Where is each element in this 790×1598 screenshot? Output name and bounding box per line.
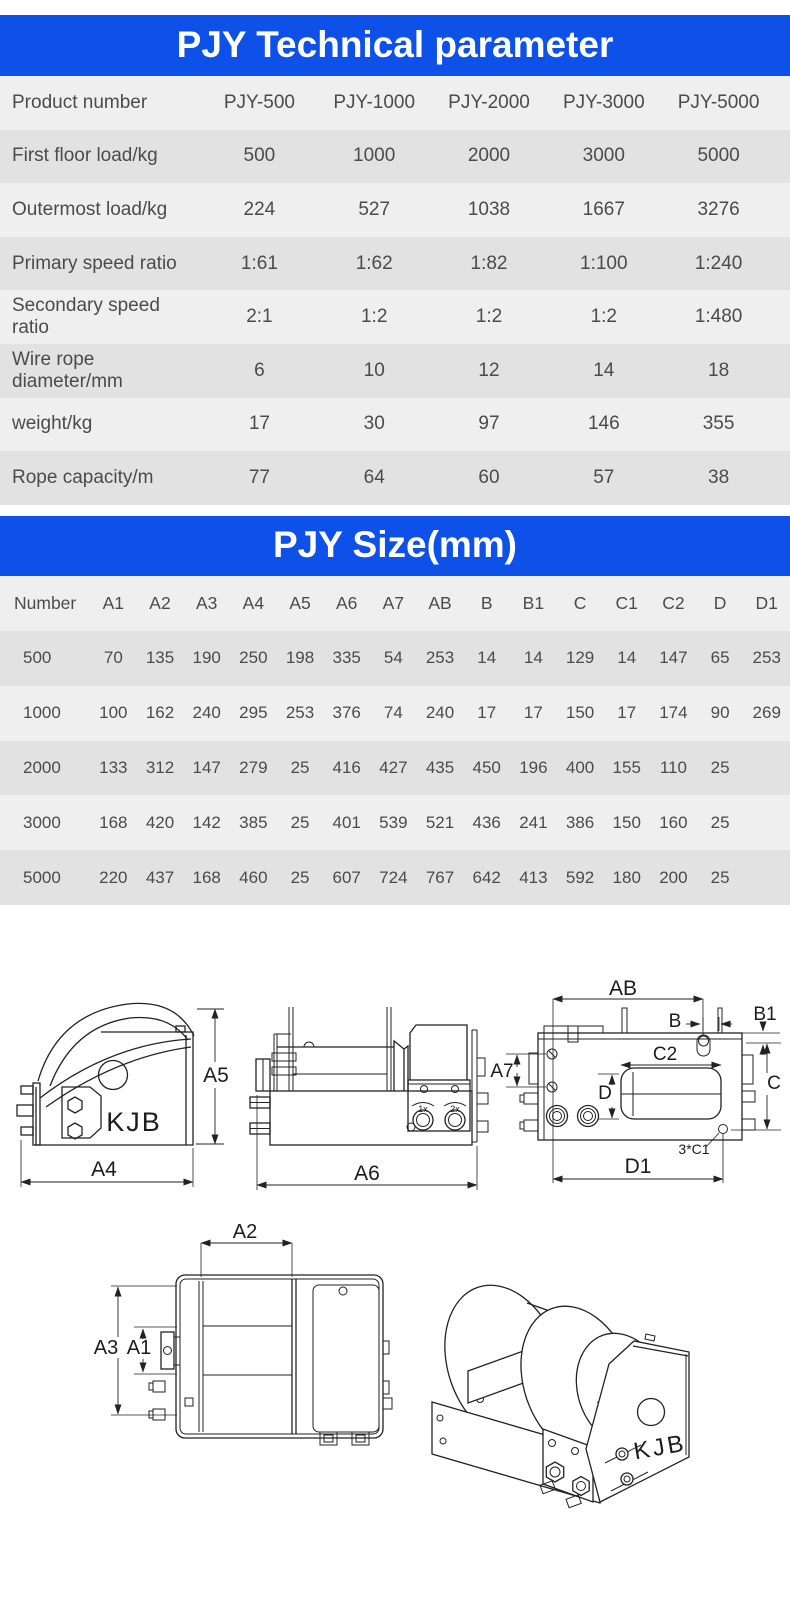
size-cell: 17 — [617, 703, 637, 723]
size-table-row — [0, 631, 790, 686]
size-cell: 250 — [239, 648, 268, 668]
tech-table-row — [0, 130, 790, 184]
size-table-row — [0, 741, 790, 796]
size-cell: 335 — [332, 648, 361, 668]
size-row-number: 3000 — [23, 812, 61, 832]
tech-cell: 2:1 — [246, 306, 273, 328]
size-cell: 196 — [519, 757, 548, 777]
tech-table-row — [0, 398, 790, 452]
tech-cell: 500 — [243, 145, 276, 167]
size-cell: 90 — [710, 703, 730, 723]
size-table-row — [0, 686, 790, 741]
size-header-cell: D1 — [755, 593, 778, 613]
tech-row-label: weight/kg — [12, 413, 93, 435]
tech-cell: 14 — [593, 359, 615, 381]
tech-cell: 64 — [363, 466, 385, 488]
size-cell: 240 — [425, 703, 455, 723]
tech-cell: 1:61 — [240, 252, 278, 274]
size-cell: 135 — [145, 648, 175, 668]
technical-drawings — [0, 935, 790, 1520]
tech-cell: 1:100 — [580, 252, 628, 274]
size-cell: 642 — [472, 867, 501, 887]
size-table-row — [0, 795, 790, 850]
size-row-number: 1000 — [23, 703, 61, 723]
size-cell: 14 — [477, 648, 497, 668]
size-cell: 110 — [659, 757, 687, 777]
technical-parameter-title: PJY Technical parameter — [0, 15, 790, 76]
size-cell: 416 — [332, 757, 361, 777]
size-header-row — [0, 576, 790, 631]
size-cell: 25 — [290, 867, 310, 887]
size-cell: 376 — [332, 703, 361, 723]
dim-3c1-label: 3*C1 — [678, 1141, 710, 1157]
tech-cell: 527 — [358, 198, 391, 220]
dim-d1-label: D1 — [624, 1155, 652, 1178]
tech-table-row — [0, 183, 790, 237]
size-header-cell: AB — [428, 593, 452, 613]
size-cell: 386 — [565, 812, 595, 832]
size-cell: 539 — [379, 812, 408, 832]
size-cell: 437 — [145, 867, 175, 887]
size-cell: 168 — [192, 867, 221, 887]
size-table-row — [0, 850, 790, 905]
size-cell: 14 — [617, 648, 637, 668]
size-header-cell: A5 — [289, 593, 311, 613]
tech-cell: 97 — [478, 413, 500, 435]
tech-cell: 17 — [248, 413, 270, 435]
size-cell: 180 — [612, 867, 641, 887]
size-cell: 269 — [752, 703, 781, 723]
size-cell: 295 — [239, 703, 268, 723]
knob2-label: 2x — [450, 1104, 460, 1114]
size-cell: 54 — [383, 648, 403, 668]
size-cell: 724 — [379, 867, 408, 887]
tech-row-label: Product number — [12, 91, 148, 113]
size-cell: 162 — [145, 703, 175, 723]
size-cell: 220 — [99, 867, 128, 887]
technical-parameter-table — [0, 76, 790, 505]
size-cell: 100 — [99, 703, 128, 723]
tech-table-row — [0, 237, 790, 291]
size-cell: 401 — [332, 812, 361, 832]
size-cell: 17 — [523, 703, 543, 723]
size-cell: 200 — [659, 867, 688, 887]
dim-b1-label: B1 — [753, 1004, 777, 1025]
tech-row-label: Outermost load/kg — [12, 198, 168, 220]
size-cell: 70 — [103, 648, 123, 668]
tech-cell: 1:2 — [360, 306, 388, 328]
size-cell: 385 — [239, 812, 268, 832]
size-cell: 74 — [383, 703, 403, 723]
tech-cell: 1000 — [353, 145, 396, 167]
tech-cell: 1:240 — [694, 252, 743, 274]
tech-cell: 60 — [478, 466, 500, 488]
size-cell: 241 — [519, 812, 548, 832]
tech-row-label: Rope capacity/m — [12, 466, 154, 488]
size-cell: 413 — [519, 867, 548, 887]
size-row-number: 5000 — [23, 867, 61, 887]
side-view-drawing — [17, 1003, 229, 1187]
size-row-number: 2000 — [23, 757, 61, 777]
size-table — [0, 576, 790, 905]
tech-cell: 3000 — [582, 145, 625, 167]
size-header-cell: A4 — [242, 593, 265, 613]
tech-cell: 18 — [708, 359, 730, 381]
brand-label-iso: KJB — [631, 1429, 689, 1466]
size-cell: 147 — [659, 648, 688, 668]
size-cell: 253 — [285, 703, 315, 723]
size-cell: 150 — [612, 812, 641, 832]
size-header-cell: B — [480, 593, 493, 613]
tech-cell: 1667 — [582, 198, 625, 220]
dim-a3-label: A3 — [93, 1337, 119, 1359]
plan-view-drawing — [94, 1221, 392, 1445]
tech-cell: PJY-3000 — [562, 91, 645, 113]
size-cell: 142 — [192, 812, 221, 832]
size-cell: 460 — [239, 867, 268, 887]
size-header-number: Number — [14, 593, 77, 613]
tech-table-row — [0, 451, 790, 505]
size-cell: 129 — [565, 648, 595, 668]
size-cell: 17 — [477, 703, 497, 723]
size-header-cell: B1 — [522, 593, 545, 613]
dim-a1-label: A1 — [126, 1337, 152, 1359]
size-cell: 521 — [425, 812, 455, 832]
tech-cell: 12 — [478, 359, 500, 381]
tech-cell: 2000 — [467, 145, 511, 167]
tech-cell: 3276 — [697, 198, 740, 220]
dim-a2-label: A2 — [232, 1221, 258, 1243]
tech-cell: PJY-5000 — [677, 91, 760, 113]
tech-table-row — [0, 76, 790, 130]
size-cell: 427 — [379, 757, 408, 777]
tech-cell: 1:2 — [475, 306, 503, 328]
tech-cell: 1:82 — [470, 252, 508, 274]
size-cell: 25 — [290, 757, 310, 777]
tech-cell: 1:62 — [355, 252, 393, 274]
size-table-title: PJY Size(mm) — [0, 516, 790, 576]
size-cell: 607 — [332, 867, 361, 887]
size-header-cell: D — [713, 593, 727, 613]
size-cell: 420 — [145, 812, 175, 832]
dim-d-label: D — [598, 1083, 612, 1104]
size-cell: 14 — [523, 648, 543, 668]
size-header-cell: C — [573, 593, 587, 613]
dim-b-label: B — [668, 1011, 682, 1032]
size-cell: 240 — [192, 703, 221, 723]
tech-cell: 10 — [363, 359, 385, 381]
size-cell: 312 — [145, 757, 175, 777]
tech-cell: 1:480 — [694, 306, 743, 328]
size-cell: 160 — [659, 812, 688, 832]
size-cell: 592 — [565, 867, 595, 887]
size-header-cell: C1 — [615, 593, 638, 613]
size-header-cell: A3 — [195, 593, 218, 613]
size-cell: 767 — [425, 867, 455, 887]
size-cell: 65 — [710, 648, 730, 668]
size-cell: 25 — [710, 757, 730, 777]
size-header-cell: C2 — [662, 593, 685, 613]
dim-c-label: C — [767, 1073, 781, 1094]
size-cell: 279 — [239, 757, 268, 777]
tech-cell: 38 — [708, 466, 730, 488]
tech-cell: 77 — [248, 466, 270, 488]
size-cell: 25 — [290, 812, 310, 832]
tech-row-label: Primary speed ratio — [12, 252, 177, 274]
size-cell: 253 — [425, 648, 455, 668]
dim-a4-label: A4 — [91, 1158, 117, 1181]
dim-ab-label: AB — [608, 977, 638, 1000]
tech-cell: PJY-2000 — [448, 91, 530, 113]
tech-cell: 1038 — [467, 198, 511, 220]
tech-cell: 224 — [243, 198, 276, 220]
dim-c2-label: C2 — [652, 1044, 678, 1065]
size-cell: 133 — [99, 757, 128, 777]
size-cell: 147 — [192, 757, 221, 777]
tech-cell: 30 — [363, 413, 385, 435]
knob1-label: 1x — [418, 1104, 428, 1114]
size-row-number: 500 — [23, 648, 52, 668]
top-view-drawing — [490, 977, 781, 1183]
dim-a6-label: A6 — [354, 1162, 380, 1185]
size-cell: 155 — [612, 757, 641, 777]
brand-label-side: KJB — [106, 1107, 162, 1137]
size-cell: 400 — [565, 757, 595, 777]
dim-a5-label: A5 — [203, 1064, 229, 1087]
tech-table-row — [0, 344, 790, 398]
tech-row-label: First floor load/kg — [12, 145, 158, 167]
tech-cell: 5000 — [697, 145, 740, 167]
tech-table-row — [0, 290, 790, 344]
size-cell: 25 — [710, 867, 730, 887]
size-header-cell: A7 — [382, 593, 405, 613]
front-view-drawing — [250, 1007, 488, 1190]
size-cell: 253 — [752, 648, 781, 668]
size-header-cell: A6 — [335, 593, 358, 613]
size-cell: 25 — [710, 812, 730, 832]
size-cell: 150 — [565, 703, 595, 723]
tech-cell: 1:2 — [590, 306, 617, 328]
tech-cell: 57 — [593, 466, 615, 488]
size-cell: 435 — [425, 757, 455, 777]
tech-cell: PJY-1000 — [333, 91, 416, 113]
size-cell: 436 — [472, 812, 501, 832]
size-header-cell: A1 — [102, 593, 125, 613]
tech-cell: 146 — [587, 413, 620, 435]
tech-cell: PJY-500 — [223, 91, 295, 113]
size-cell: 450 — [472, 757, 501, 777]
tech-row-label: Wire rope diameter/mm — [12, 348, 123, 392]
tech-row-label: Secondary speed ratio — [12, 295, 160, 339]
dim-a7-label: A7 — [490, 1061, 514, 1082]
size-cell: 198 — [285, 648, 315, 668]
iso-view-drawing — [425, 1269, 689, 1508]
tech-cell: 355 — [702, 413, 735, 435]
size-cell: 190 — [192, 648, 221, 668]
size-cell: 168 — [99, 812, 128, 832]
size-cell: 174 — [659, 703, 688, 723]
size-header-cell: A2 — [149, 593, 171, 613]
tech-cell: 6 — [254, 359, 265, 381]
